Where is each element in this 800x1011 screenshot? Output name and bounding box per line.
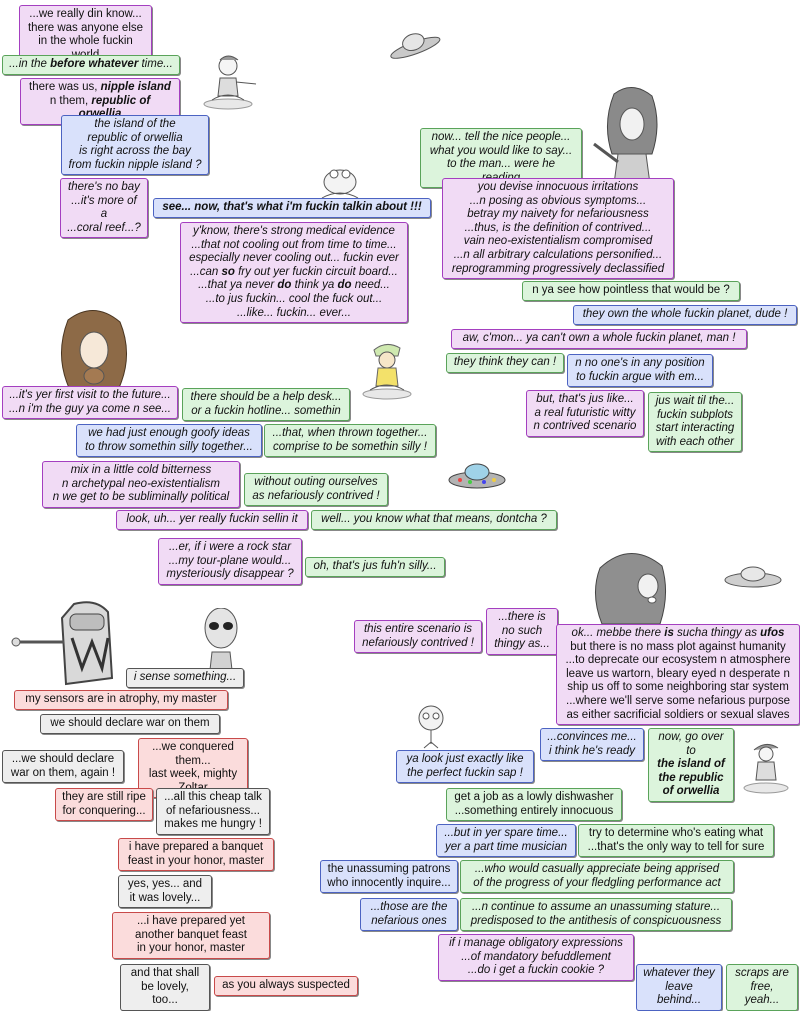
bubble-line: ...we really din know... <box>29 8 142 20</box>
bubble-line: ...n i'm the guy ya come n see... <box>9 402 171 415</box>
text-run: time... <box>138 58 173 70</box>
speech-bubble <box>436 824 576 857</box>
bubble-line: ...n continue to assume an unassuming stature... <box>471 901 721 913</box>
bubble-line: the island of the <box>94 118 176 130</box>
bubble-line: predisposed to the antithesis of conspicuousness <box>470 914 722 927</box>
bubble-line: ship us off to some neighboring star system <box>567 681 789 694</box>
speech-bubble <box>158 538 302 585</box>
bubble-line: ...where we'll serve some nefarious purpose <box>566 694 790 707</box>
bubble-line: this entire scenario is <box>363 623 473 635</box>
speech-bubble <box>244 473 388 506</box>
speech-bubble <box>55 788 153 821</box>
bubble-line: ...do i get a fuckin cookie ? <box>467 964 605 977</box>
speech-bubble <box>438 934 634 981</box>
speech-bubble <box>396 750 534 783</box>
bubble-line: yer a part time musician <box>444 840 568 853</box>
bubble-line: ...all this cheap talk <box>164 791 262 803</box>
bubble-line: leave behind... <box>656 980 702 1007</box>
bubble-line: or a fuckin hotline... somethin <box>191 404 341 417</box>
bubble-line: ...that not cooling out from time to time... <box>191 238 397 251</box>
bubble-line: whatever they <box>643 967 715 979</box>
bubble-line: with each other <box>656 435 734 448</box>
bubble-line: ...thus, is the definition of contrived... <box>464 221 652 234</box>
bubble-line: n no one's in any position <box>575 357 705 369</box>
text-run: n them, <box>49 94 92 107</box>
bubble-line: ...like... fuckin... ever... <box>237 306 351 319</box>
speech-bubble <box>40 714 220 734</box>
bubble-line: to the man... were he <box>446 158 556 171</box>
bubble-line: nefarious ones <box>371 914 447 927</box>
bubble-line: as nefariously contrived ! <box>252 489 380 502</box>
speech-bubble <box>446 353 564 373</box>
bubble-line: there was anyone else <box>27 21 144 34</box>
bubble-line: thingy as... <box>494 638 550 651</box>
bubble-line: from fuckin nipple island ? <box>68 158 202 171</box>
bubble-line: and that shall <box>130 967 200 979</box>
bubble-line: as either sacrificial soldiers or sexual slaves <box>566 708 790 721</box>
speech-bubble <box>486 608 558 655</box>
bubble-line: oh, that's jus fuh'n silly... <box>313 560 437 572</box>
text-run: is <box>664 627 674 639</box>
text-run: there was us, <box>29 81 101 93</box>
alien-icon <box>410 700 452 750</box>
speech-bubble <box>540 728 644 761</box>
bubble-line: n contrived scenario <box>533 420 637 433</box>
speech-bubble <box>522 281 740 301</box>
bubble-line: free, yeah... <box>744 980 780 1007</box>
speech-bubble <box>120 964 210 1011</box>
bubble-line: my sensors are in atrophy, my master <box>25 693 217 705</box>
bubble-line: in your honor, master <box>136 942 246 955</box>
speech-bubble <box>180 222 408 323</box>
bubble-line: what you would like to say... <box>429 144 573 157</box>
text-run: sucha thingy as <box>673 627 761 639</box>
bubble-line: last week, mighty <box>148 768 238 781</box>
speech-bubble <box>116 510 308 530</box>
bubble-line: ...that's the only way to tell for sure <box>587 840 765 853</box>
bubble-line: ya look just exactly like <box>406 753 524 765</box>
bubble-line: ...my tour-plane would... <box>168 554 292 567</box>
bubble-line: in the whole fuckin <box>38 35 133 48</box>
bubble-line: be lovely, too... <box>141 980 189 1007</box>
bubble-line: ...it's more of a <box>71 194 137 221</box>
bubble-line: ...that, when thrown together... <box>272 427 428 439</box>
speech-bubble <box>153 198 431 218</box>
text-run: ...that ya never <box>198 279 278 292</box>
bubble-line: a real futuristic witty <box>534 406 636 419</box>
bubble-line: the perfect fuckin sap ! <box>407 766 523 779</box>
bubble-line: to fuckin argue with em... <box>576 370 704 383</box>
bubble-line: but there is no mass plot against humanity <box>570 640 786 653</box>
bubble-line: ...convinces me... <box>547 731 637 743</box>
bubble-line: ...who would casually appreciate being apprised <box>474 863 720 875</box>
bubble-line: leave us wartorn, bleary eyed n desperate n <box>566 667 790 680</box>
bubble-line: yes, yes... and <box>127 878 203 890</box>
bubble-line: ...we should declare <box>11 753 115 765</box>
ufo-icon <box>722 562 784 592</box>
bubble-line: ...those are the <box>370 901 448 913</box>
speech-bubble <box>305 557 445 577</box>
bubble-line: ...of mandatory befuddlement <box>461 950 611 963</box>
bubble-line: ...coral reef...? <box>67 221 141 234</box>
bubble-line: it was lovely... <box>129 891 201 904</box>
bubble-line: i sense something... <box>133 671 237 683</box>
bubble-line: of nefariousness... <box>166 804 260 817</box>
speech-bubble <box>567 354 713 387</box>
bubble-line: of orwellia <box>662 785 720 798</box>
speech-bubble <box>451 329 747 349</box>
speech-bubble <box>14 690 228 710</box>
bubble-line: war on them, again ! <box>10 766 116 779</box>
speech-bubble <box>442 178 674 279</box>
bubble-line: start interacting <box>655 422 735 435</box>
text-run: ...in the <box>9 58 51 70</box>
bubble-line: ...but in yer spare time... <box>444 827 568 839</box>
speech-bubble <box>182 388 350 421</box>
bubble-line: ...we conquered them... <box>152 741 234 767</box>
bubble-line: makes me hungry ! <box>164 818 262 831</box>
speech-bubble <box>320 860 458 893</box>
bubble-line: see... now, that's what i'm fuckin talkin about !!! <box>162 201 422 213</box>
bubble-line: another banquet feast <box>135 928 247 941</box>
meditating-man-icon <box>198 52 262 112</box>
bubble-line: no such <box>501 624 543 637</box>
bubble-line: is right across the bay <box>79 145 191 158</box>
bubble-line: ...to deprecate our ecosystem n atmosphere <box>565 654 791 667</box>
text-run: think ya <box>291 279 338 292</box>
speech-bubble <box>648 728 734 802</box>
bubble-line: ...er, if i were a rock star <box>168 541 292 553</box>
bubble-line: if i manage obligatory expressions <box>449 937 623 949</box>
bubble-line: now, go over to <box>658 731 724 757</box>
bubble-line: to throw somethin silly together... <box>85 440 253 453</box>
bubble-line: reprogramming progressively declassified <box>451 262 665 275</box>
text-run: ufos <box>760 627 785 639</box>
speech-bubble <box>264 424 436 457</box>
bubble-line: they are still ripe <box>62 791 146 803</box>
text-run: do <box>277 279 292 292</box>
bubble-line: comprise to be somethin silly ! <box>272 440 428 453</box>
bubble-line: i think he's ready <box>549 744 635 757</box>
bubble-line: ...something entirely innocuous <box>454 804 614 817</box>
bubble-line: ...n posing as obvious symptoms... <box>469 194 647 207</box>
bearded-man-icon <box>590 548 672 624</box>
bubble-line: jus wait til the... <box>655 395 735 407</box>
bubble-line: scraps are <box>735 967 789 979</box>
bubble-line: they think they can ! <box>453 356 557 368</box>
bubble-line: feast in your honor, master <box>127 854 265 867</box>
speech-bubble <box>726 964 798 1011</box>
meditating-man-icon <box>356 340 418 402</box>
speech-bubble <box>526 390 644 437</box>
speech-bubble <box>556 624 800 725</box>
bearded-man-icon <box>54 306 134 392</box>
bubble-line: now... tell the nice people... <box>431 131 571 143</box>
bubble-line: ...to jus fuckin... cool the fuck out... <box>205 292 383 305</box>
bubble-line: ...it's yer first visit to the future... <box>9 389 171 401</box>
bubble-line: there's no bay <box>68 181 140 193</box>
speech-bubble <box>118 838 274 871</box>
bubble-line: of the progress of your fledgling performance act <box>473 876 721 889</box>
bubble-line: vain neo-existentialism compromised <box>463 235 653 248</box>
speech-bubble <box>311 510 557 530</box>
bubble-line: as you always suspected <box>222 979 350 991</box>
speech-bubble <box>648 392 742 452</box>
bubble-line: especially never cooling out... fuckin ever <box>189 252 399 265</box>
speech-bubble <box>2 386 178 419</box>
speech-bubble <box>126 668 244 688</box>
text-run: before whatever <box>50 58 139 70</box>
speech-bubble <box>460 860 734 893</box>
bubble-line: betray my naivety for nefariousness <box>467 208 649 221</box>
bubble-line: look, uh... yer really fuckin sellin it <box>126 513 298 525</box>
speech-bubble <box>61 115 209 175</box>
text-run: republic of <box>91 94 151 107</box>
text-run: need... <box>351 279 390 292</box>
speech-bubble <box>214 976 358 996</box>
speech-bubble <box>156 788 270 835</box>
bubble-line: mix in a little cold bitterness <box>70 464 212 476</box>
bubble-line: we should declare war on them <box>50 717 210 729</box>
bubble-line: aw, c'mon... ya can't own a whole fuckin planet, man ! <box>462 332 736 344</box>
bubble-line: get a job as a lowly dishwasher <box>454 791 614 803</box>
text-run: so <box>221 265 235 278</box>
speech-bubble <box>118 875 212 908</box>
meditating-man-icon <box>738 740 794 796</box>
ufo-icon <box>384 26 444 62</box>
speech-bubble <box>76 424 262 457</box>
robot-icon <box>8 598 118 690</box>
speech-bubble <box>112 912 270 959</box>
alien-icon <box>314 160 366 202</box>
bubble-line: ...n all arbitrary calculations personified... <box>453 248 663 261</box>
bubble-line: you devise innocuous irritations <box>477 181 639 193</box>
ufo-icon <box>446 458 508 494</box>
bubble-line: ...i have prepared yet <box>136 915 246 927</box>
bubble-line: mysteriously disappear ? <box>166 568 294 581</box>
bubble-line: they own the whole fuckin planet, dude ! <box>582 308 788 320</box>
bubble-line: for conquering... <box>62 804 146 817</box>
text-run: do <box>337 279 352 292</box>
narration-box <box>2 55 180 75</box>
bubble-line: the island of <box>657 758 725 771</box>
bubble-line: y'know, there's strong medical evidence <box>193 225 395 237</box>
speech-bubble <box>573 305 797 325</box>
text-run: nipple island <box>100 81 171 93</box>
speech-bubble <box>636 964 722 1011</box>
bubble-line: well... you know what that means, dontcha ? <box>321 513 547 525</box>
speech-bubble <box>360 898 458 931</box>
bubble-line: but, that's jus like... <box>536 393 634 405</box>
speech-bubble <box>60 178 148 238</box>
bubble-line: fuckin subplots <box>656 408 734 421</box>
bubble-line: n ya see how pointless that would be ? <box>532 284 730 296</box>
bubble-line: i have prepared a banquet <box>128 841 264 853</box>
bubble-line: the republic <box>658 771 724 784</box>
speech-bubble <box>354 620 482 653</box>
bubble-line: n we get to be subliminally political <box>52 491 230 504</box>
bubble-line: n archetypal neo-existentialism <box>62 477 220 490</box>
bubble-line: try to determine who's eating what <box>588 827 764 839</box>
bubble-line: there should be a help desk... <box>190 391 342 403</box>
speech-bubble <box>446 788 622 821</box>
bubble-line: nefariously contrived ! <box>362 636 474 649</box>
bubble-line: who innocently inquire... <box>327 876 451 889</box>
bubble-line: the unassuming patrons <box>327 863 451 875</box>
text-run: fry out yer fuckin circuit board... <box>234 265 398 278</box>
speech-bubble <box>578 824 774 857</box>
speech-bubble <box>2 750 124 783</box>
bearded-man-icon <box>588 84 674 184</box>
speech-bubble <box>460 898 732 931</box>
bubble-line: ...there is <box>498 611 546 623</box>
speech-bubble <box>42 461 240 508</box>
bubble-line: we had just enough goofy ideas <box>88 427 250 439</box>
bubble-line: without outing ourselves <box>254 476 378 488</box>
gray-alien-icon <box>196 608 246 670</box>
text-run: ...can <box>190 265 222 278</box>
bubble-line: republic of orwellia <box>87 131 183 144</box>
text-run: ok... mebbe there <box>571 627 665 639</box>
